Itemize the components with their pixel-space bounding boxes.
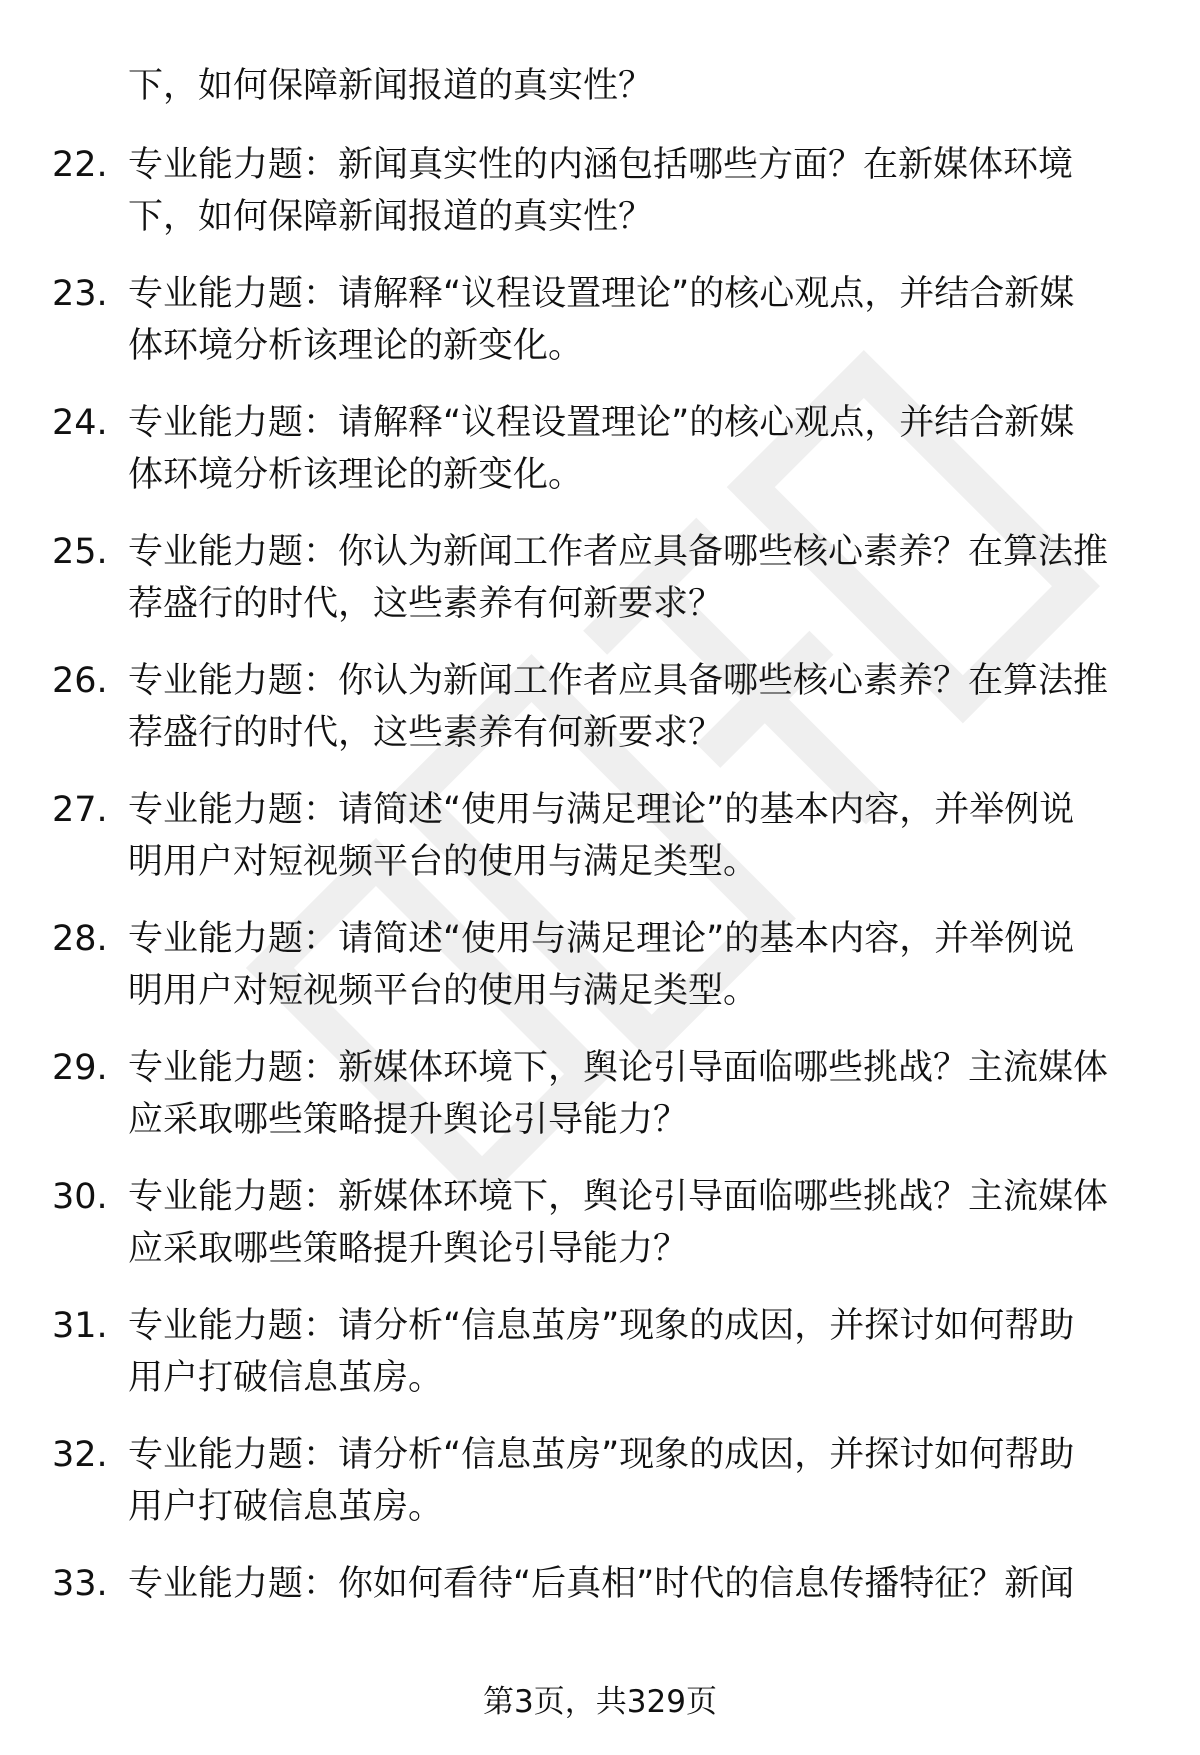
question-line: 专业能力题：你认为新闻工作者应具备哪些核心素养？在算法推 <box>128 661 1109 701</box>
question-line: 专业能力题：请简述“使用与满足理论”的基本内容，并举例说 <box>128 919 1075 959</box>
question-item <box>0 1558 1200 1687</box>
question-line: 专业能力题：请解释“议程设置理论”的核心观点，并结合新媒 <box>128 403 1075 443</box>
question-number: 32. <box>52 1435 108 1475</box>
question-line: 专业能力题：新媒体环境下，舆论引导面临哪些挑战？主流媒体 <box>128 1048 1109 1088</box>
question-number: 29. <box>52 1048 108 1088</box>
question-item <box>0 139 1200 268</box>
question-line: 荐盛行的时代，这些素养有何新要求？ <box>128 584 724 624</box>
question-item <box>0 526 1200 655</box>
question-number: 31. <box>52 1306 108 1346</box>
question-text <box>128 526 1148 630</box>
question-number: 28. <box>52 919 108 959</box>
continuation-text: 下，如何保障新闻报道的真实性？ <box>128 66 654 106</box>
question-text <box>128 655 1148 759</box>
question-line: 用户打破信息茧房。 <box>128 1358 444 1398</box>
question-text <box>128 784 1148 888</box>
question-number: 30. <box>52 1177 108 1217</box>
question-text <box>128 1558 1148 1610</box>
question-line: 专业能力题：请解释“议程设置理论”的核心观点，并结合新媒 <box>128 274 1075 314</box>
question-text <box>128 268 1148 372</box>
question-line: 专业能力题：新媒体环境下，舆论引导面临哪些挑战？主流媒体 <box>128 1177 1109 1217</box>
question-number: 26. <box>52 661 108 701</box>
question-number: 24. <box>52 403 108 443</box>
question-line: 明用户对短视频平台的使用与满足类型。 <box>128 842 759 882</box>
question-line: 荐盛行的时代，这些素养有何新要求？ <box>128 713 724 753</box>
question-item <box>0 397 1200 526</box>
question-number: 25. <box>52 532 108 572</box>
question-item <box>0 913 1200 1042</box>
question-line: 明用户对短视频平台的使用与满足类型。 <box>128 971 759 1011</box>
question-line: 体环境分析该理论的新变化。 <box>128 455 584 495</box>
question-text <box>128 1171 1148 1275</box>
question-line: 专业能力题：你如何看待“后真相”时代的信息传播特征？新闻 <box>128 1564 1075 1604</box>
question-number: 27. <box>52 790 108 830</box>
question-line: 用户打破信息茧房。 <box>128 1487 444 1527</box>
question-item <box>0 1429 1200 1558</box>
question-line: 下，如何保障新闻报道的真实性？ <box>128 197 654 237</box>
question-item <box>0 1171 1200 1300</box>
question-number: 23. <box>52 274 108 314</box>
question-line: 专业能力题：请简述“使用与满足理论”的基本内容，并举例说 <box>128 790 1075 830</box>
question-text <box>128 397 1148 501</box>
question-text <box>128 1042 1148 1146</box>
question-line: 应采取哪些策略提升舆论引导能力？ <box>128 1229 689 1269</box>
question-line: 应采取哪些策略提升舆论引导能力？ <box>128 1100 689 1140</box>
question-text <box>128 913 1148 1017</box>
question-text <box>128 1300 1148 1404</box>
question-line: 专业能力题：新闻真实性的内涵包括哪些方面？在新媒体环境 <box>128 145 1074 185</box>
question-item <box>0 1042 1200 1171</box>
question-line: 专业能力题：请分析“信息茧房”现象的成因，并探讨如何帮助 <box>128 1435 1075 1475</box>
question-item <box>0 784 1200 913</box>
question-line: 专业能力题：请分析“信息茧房”现象的成因，并探讨如何帮助 <box>128 1306 1075 1346</box>
question-line: 体环境分析该理论的新变化。 <box>128 326 584 366</box>
question-item <box>0 655 1200 784</box>
page-footer: 第3页，共329页 <box>483 1684 717 1720</box>
question-number: 33. <box>52 1564 108 1604</box>
question-list <box>0 139 1200 1687</box>
question-number: 22. <box>52 145 108 185</box>
question-line: 专业能力题：你认为新闻工作者应具备哪些核心素养？在算法推 <box>128 532 1109 572</box>
question-item <box>0 268 1200 397</box>
question-text <box>128 1429 1148 1533</box>
question-item <box>0 1300 1200 1429</box>
question-text <box>128 139 1148 243</box>
